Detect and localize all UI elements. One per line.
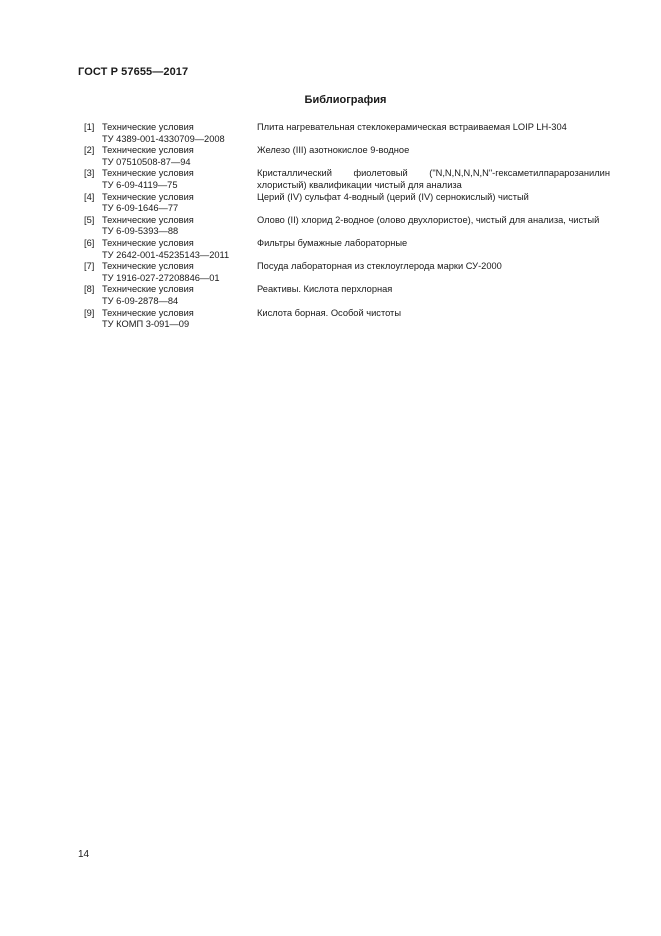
bibliography-list	[84, 122, 610, 331]
entry-code: ТУ 2642-001-45235143—2011	[102, 249, 230, 260]
entry-number: [5]	[84, 214, 95, 225]
entry-description: Фильтры бумажные лабораторные	[257, 237, 408, 248]
bibliography-entry	[84, 215, 610, 238]
bibliography-entry	[84, 145, 610, 168]
entry-description: Кислота борная. Особой чистоты	[257, 307, 402, 318]
entry-number: [8]	[84, 284, 95, 295]
entry-code: ТУ КОМП 3-091—09	[102, 319, 190, 330]
entry-code: ТУ 6-09-2878—84	[102, 295, 179, 306]
entry-number: [7]	[84, 261, 95, 272]
entry-type: Технические условия	[102, 168, 194, 179]
entry-type: Технические условия	[102, 307, 194, 318]
entry-description: Реактивы. Кислота перхлорная	[257, 284, 393, 295]
bibliography-entry	[84, 238, 610, 261]
entry-code: ТУ 1916-027-27208846—01	[102, 272, 220, 283]
bibliography-entry	[84, 192, 610, 215]
entry-type: Технические условия	[102, 122, 194, 132]
entry-number: [3]	[84, 168, 95, 179]
entry-code: ТУ 4389-001-4330709—2008	[102, 133, 225, 144]
bibliography-entry	[84, 168, 610, 191]
entry-number: [6]	[84, 237, 95, 248]
document-header: ГОСТ Р 57655—2017	[78, 66, 189, 78]
entry-description: Церий (IV) сульфат 4-водный (церий (IV) сернокислый) чистый	[257, 191, 529, 202]
bibliography-entry	[84, 284, 610, 307]
entry-code: ТУ 6-09-5393—88	[102, 226, 179, 237]
bibliography-entry	[84, 261, 610, 284]
entry-number: [4]	[84, 191, 95, 202]
bibliography-entry	[84, 308, 610, 331]
entry-number: [2]	[84, 145, 95, 156]
entry-code: ТУ 07510508-87—94	[102, 156, 191, 167]
entry-type: Технические условия	[102, 237, 194, 248]
entry-type: Технические условия	[102, 191, 194, 202]
bibliography-entry	[84, 122, 610, 145]
page-number: 14	[78, 849, 90, 860]
entry-type: Технические условия	[102, 145, 194, 156]
entry-number: [9]	[84, 307, 95, 318]
entry-type: Технические условия	[102, 261, 194, 272]
entry-code: ТУ 6-09-1646—77	[102, 203, 179, 214]
entry-code: ТУ 6-09-4119—75	[102, 179, 178, 190]
entry-description: Железо (III) азотнокислое 9-водное	[257, 145, 410, 156]
section-title: Библиография	[304, 94, 387, 106]
entry-description: Плита нагревательная стеклокерамическая встраиваемая LOIP LH-304	[257, 122, 567, 132]
entry-type: Технические условия	[102, 284, 194, 295]
entry-type: Технические условия	[102, 214, 194, 225]
entry-description: Посуда лабораторная из стеклоуглерода марки СУ-2000	[257, 261, 502, 272]
entry-description: Олово (II) хлорид 2-водное (олово двухлористое), чистый для анализа, чистый	[257, 214, 600, 225]
entry-number: [1]	[84, 122, 95, 132]
entry-description: Кристаллический фиолетовый ("N,N,N,N,N,N"-гексаметилпарарозанилин хлористый) квалификации чистый для анализа	[257, 168, 610, 190]
